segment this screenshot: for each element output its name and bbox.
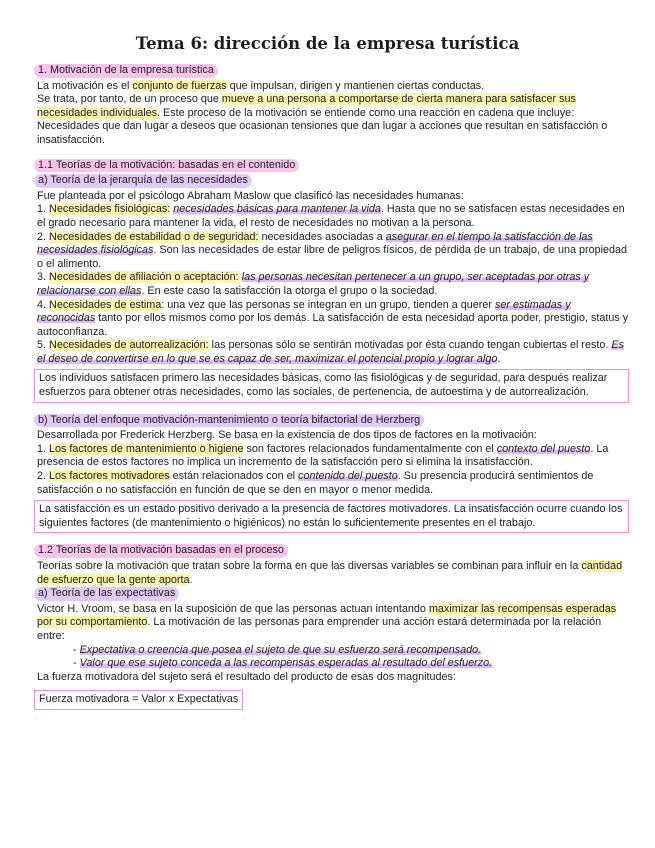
text: - xyxy=(73,657,80,670)
underlined-text: ser estimadas y reconocidas xyxy=(37,298,571,325)
text: . La motivación de las personas para emprender una acción estará determinada por la relación entre: xyxy=(37,616,602,642)
bullet-item xyxy=(37,657,629,671)
underlined-text: contexto del puesto xyxy=(496,442,591,455)
heading-highlight xyxy=(34,64,218,78)
text: . Su presencia producirá sentimientos de satisfacción o no satisfacción en función de que se den en mayor o menor medida. xyxy=(37,470,594,496)
highlighted-text: conjunto de fuerzas xyxy=(132,79,227,92)
highlighted-text: Necesidades fisiológicas: xyxy=(49,203,171,216)
underlined-text: Valor que ese sujeto conceda a las recompensas esperadas al resultado del esfuerzo. xyxy=(79,657,493,670)
text: a) Teoría de la jerarquía de las necesidades xyxy=(38,174,248,187)
paragraph xyxy=(37,671,629,685)
text: . Hasta que no se satisfacen estas necesidades en el grado necesario para mantener la vida, el resto de necesidades no motivan a la persona. xyxy=(37,203,625,229)
paragraph xyxy=(37,299,629,340)
underlined-text: contenido del puesto xyxy=(298,470,398,483)
text: 3. xyxy=(37,271,50,284)
heading-highlight xyxy=(34,544,288,558)
underlined-text: Es el deseo de convertirse en lo que se es capaz de ser, maximizar el potencial propio y lograr algo xyxy=(37,339,624,365)
text: Teorías sobre la motivación que tratan sobre la forma en que las diversas variables se combinan para influir en la xyxy=(37,560,582,572)
highlighted-text: maximizar las recompensas esperadas por su comportamiento xyxy=(37,602,617,629)
text: Desarrollada por Frederick Herzberg. Se basa en la existencia de dos tipos de factores en la motivación: xyxy=(37,429,537,442)
text: tanto por ellos mismos como por los demás. La satisfacción de esta necesidad aporta poder, prestigio, status y autoconfianza. xyxy=(37,312,629,338)
text: son factores relacionados fundamentalmente con el xyxy=(243,442,497,455)
text: 1.2 Teorías de la motivación basadas en el proceso xyxy=(38,544,284,557)
paragraph xyxy=(37,603,629,644)
section-heading xyxy=(37,159,629,175)
text: La motivación es el xyxy=(37,79,133,92)
page-title: Tema 6: dirección de la empresa turística xyxy=(135,34,520,53)
underlined-text: asegurar en el tiempo la satisfacción de las necesidades fisiológicas xyxy=(37,230,593,257)
text: 1. Motivación de la empresa turística xyxy=(38,64,214,76)
heading-highlight xyxy=(34,587,179,601)
highlighted-text: mueve a una persona a comportarse de cierta manera para satisfacer sus necesidades individuales xyxy=(37,93,576,119)
paragraph xyxy=(37,190,629,204)
text: . La presencia de estos factores no implica un incremento de la satisfacción pero si elimina la insatisfacción. xyxy=(37,442,609,469)
subsection-heading xyxy=(37,174,629,190)
text: b) Teoría del enfoque motivación-mantenimiento o teoría bifactorial de Herzberg xyxy=(38,413,421,426)
subsection-heading xyxy=(37,587,629,603)
text: - xyxy=(73,643,80,656)
formula xyxy=(34,690,243,710)
highlighted-text: Necesidades de autorrealización: xyxy=(49,339,209,352)
paragraph xyxy=(37,80,629,94)
text: 1. xyxy=(37,442,50,455)
text: las personas sólo se sentirán motivadas por ésta cuando tengan cubiertas el resto. xyxy=(208,339,612,352)
formula-box xyxy=(37,684,629,710)
highlighted-text: Los factores de mantenimiento o higiene xyxy=(49,442,244,455)
text: La satisfacción es un estado positivo derivado a la presencia de factores motivadores. La insatisfacción ocurre cuando los siguientes factores (de mantenimiento o higiénicos) no están lo suficientemente presentes en el trabajo. xyxy=(39,503,623,529)
text: : una vez que las personas se integran en un grupo, tienden a querer xyxy=(161,298,495,311)
paragraph xyxy=(37,231,629,272)
paragraph xyxy=(37,470,629,497)
paragraph xyxy=(37,443,629,470)
text: Victor H. Vroom, se basa en la suposición de que las personas actuan intentando xyxy=(37,602,429,615)
paragraph xyxy=(37,93,629,147)
text: . xyxy=(497,352,501,365)
section-heading xyxy=(37,64,629,80)
text: necesidades asociadas a xyxy=(258,230,386,243)
text: 2. xyxy=(37,470,50,483)
text: . xyxy=(189,573,193,586)
paragraph xyxy=(37,271,629,298)
text: Los individuos satisfacen primero las necesidades básicas, como las fisiológicas y de seguridad, para después realizar esfuerzos para obtener otras necesidades, como las sociales, de pertenencia, de autoestima y de autorrealización. xyxy=(39,372,608,399)
underlined-text: Expectativa o creencia que posea el sujeto de que su esfuerzo será recompensado. xyxy=(79,643,482,656)
highlighted-text: Los factores motivadores xyxy=(49,470,170,483)
summary-box xyxy=(34,500,629,533)
text: a) Teoría de las expectativas xyxy=(38,587,176,600)
text: 2. xyxy=(37,230,50,243)
heading-highlight xyxy=(34,159,299,173)
document-content xyxy=(37,64,629,710)
section-heading xyxy=(37,544,629,560)
text: Se trata, por tanto, de un proceso que xyxy=(37,93,222,106)
text: 1.1 Teorías de la motivación: basadas en el contenido xyxy=(38,158,296,171)
highlighted-text: Necesidades de estima xyxy=(49,298,162,311)
heading-highlight xyxy=(34,414,424,428)
text: Fuerza motivadora = Valor x Expectativas xyxy=(39,693,239,706)
text: 4. xyxy=(37,298,50,311)
text: . Son las necesidades de estar libre de peligros físicos, de pérdida de un trabajo, de una propiedad o el alimento. xyxy=(37,244,628,270)
text: que impulsan, dirigen y mantienen ciertas conductas. xyxy=(226,79,485,92)
subsection-heading xyxy=(37,414,629,430)
underlined-text: las personas necesitan pertenecer a un grupo, ser aceptadas por otras y relacionarse con ellas xyxy=(37,271,590,297)
paragraph xyxy=(37,560,629,587)
text: . Este proceso de la motivación se entiende como una reacción en cadena que incluye: Necesidades que dan lugar a deseos que ocasionan tensiones que dan lugar a acciones que resultan en satisfacción o insatisfacción. xyxy=(37,106,608,146)
bullet-item xyxy=(37,644,629,658)
text: La fuerza motivadora del sujeto será el resultado del producto de esas dos magnitudes: xyxy=(37,670,456,683)
highlighted-text: Necesidades de estabilidad o de seguridad: xyxy=(49,230,259,243)
text: 5. xyxy=(37,339,50,352)
text: Fue planteada por el psicólogo Abraham Maslow que clasificó las necesidades humanas: xyxy=(37,189,464,202)
underlined-text: necesidades básicas para mantener la vida xyxy=(173,203,381,216)
paragraph xyxy=(37,339,629,366)
summary-box xyxy=(34,369,629,402)
highlighted-text: cantidad de esfuerzo que la gente aporta xyxy=(37,560,623,586)
highlighted-text: Necesidades de afiliación o aceptación: xyxy=(49,271,239,284)
text: 1. xyxy=(37,203,50,216)
text: . En este caso la satisfacción la otorga el grupo o la sociedad. xyxy=(141,284,438,297)
paragraph xyxy=(37,203,629,230)
text: están relacionados con el xyxy=(169,470,299,483)
paragraph xyxy=(37,429,629,443)
heading-highlight xyxy=(34,174,252,188)
